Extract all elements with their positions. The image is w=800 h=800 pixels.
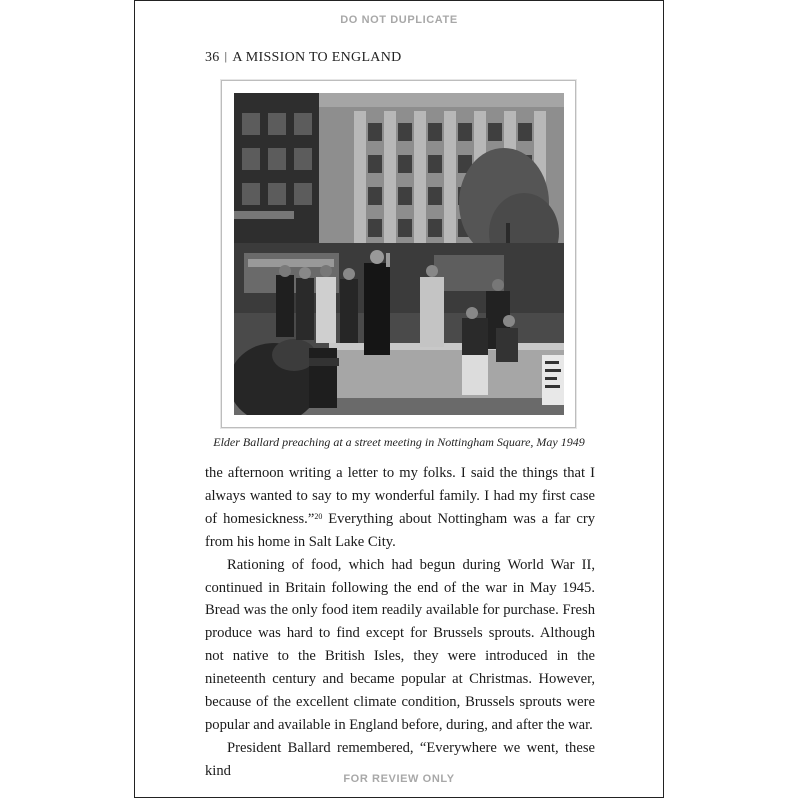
page-number: 36 xyxy=(205,50,220,65)
watermark-bottom: FOR REVIEW ONLY xyxy=(343,773,455,785)
paragraph-3: President Ballard remembered, “Everywhere we went, these kind xyxy=(205,739,595,779)
paragraph-1-text-a: the afternoon writing a letter to my folks. I said the things that I always wanted to say to my wonderful family. I had my first case of homesickness.” xyxy=(205,465,595,527)
running-head xyxy=(205,50,402,66)
paragraph-1 xyxy=(205,462,595,554)
photo-frame xyxy=(221,80,576,428)
watermark-top: DO NOT DUPLICATE xyxy=(340,14,458,26)
footnote-ref-20: 20 xyxy=(314,511,323,521)
paragraph-2: Rationing of food, which had begun during World War II, continued in Britain following the end of the war in May 1945. Bread was the only food item readily available for purchase. Fresh produce was hard to find except for Brussels sprouts. Although not native to the British Isles, they were introduced in the nineteenth century and became popular at Christmas. However, because of the excellent climate condition, Brussels sprouts were popular and available in England before, during, and after the war. xyxy=(205,556,595,733)
body-text xyxy=(205,462,595,783)
running-head-separator: | xyxy=(224,49,228,63)
street-meeting-photo xyxy=(234,93,564,415)
paragraph-1-text-b: Everything about Nottingham was a far cry from his home in Salt Lake City. xyxy=(205,510,596,550)
figure-caption: Elder Ballard preaching at a street meeting in Nottingham Square, May 1949 xyxy=(213,435,585,449)
chapter-title: A MISSION TO ENGLAND xyxy=(232,50,402,65)
